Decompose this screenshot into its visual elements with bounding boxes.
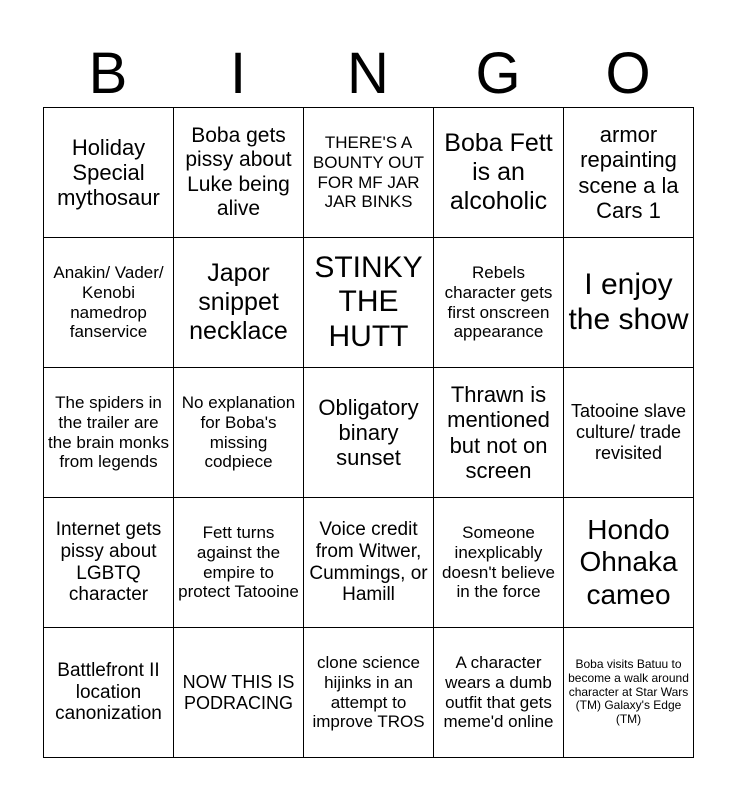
bingo-cell: Boba visits Batuu to become a walk around character at Star Wars (TM) Galaxy's Edge (TM) xyxy=(564,628,694,758)
header-letter-b: B xyxy=(88,41,128,106)
bingo-cell: No explanation for Boba's missing codpiece xyxy=(174,368,304,498)
bingo-cell: STINKY THE HUTT xyxy=(304,238,434,368)
header-letter-g: G xyxy=(475,41,521,106)
bingo-cell: Rebels character gets first onscreen appearance xyxy=(434,238,564,368)
bingo-cell: Someone inexplicably doesn't believe in the force xyxy=(434,498,564,628)
bingo-cell: I enjoy the show xyxy=(564,238,694,368)
bingo-cell: Battlefront II location canonization xyxy=(44,628,174,758)
bingo-row-5 xyxy=(44,628,694,758)
bingo-cell: armor repainting scene a la Cars 1 xyxy=(564,108,694,238)
bingo-cell: Boba Fett is an alcoholic xyxy=(434,108,564,238)
bingo-cell: Voice credit from Witwer, Cummings, or Hamill xyxy=(304,498,434,628)
bingo-row-3 xyxy=(44,368,694,498)
bingo-cell: Internet gets pissy about LGBTQ character xyxy=(44,498,174,628)
bingo-cell: clone science hijinks in an attempt to improve TROS xyxy=(304,628,434,758)
header-letter-o: O xyxy=(605,41,651,106)
bingo-cell: Fett turns against the empire to protect Tatooine xyxy=(174,498,304,628)
bingo-row-1 xyxy=(44,108,694,238)
header-letter-i: I xyxy=(229,41,247,106)
bingo-cell: The spiders in the trailer are the brain monks from legends xyxy=(44,368,174,498)
bingo-row-4 xyxy=(44,498,694,628)
bingo-cell: THERE'S A BOUNTY OUT FOR MF JAR JAR BINKS xyxy=(304,108,434,238)
bingo-cell: Holiday Special mythosaur xyxy=(44,108,174,238)
bingo-cell: Anakin/ Vader/ Kenobi namedrop fanservice xyxy=(44,238,174,368)
bingo-cell: Hondo Ohnaka cameo xyxy=(564,498,694,628)
bingo-cell: NOW THIS IS PODRACING xyxy=(174,628,304,758)
bingo-row-2 xyxy=(44,238,694,368)
header-letter-n: N xyxy=(347,41,389,106)
bingo-cell: A character wears a dumb outfit that gets meme'd online xyxy=(434,628,564,758)
bingo-cell: Thrawn is mentioned but not on screen xyxy=(434,368,564,498)
bingo-cell: Tatooine slave culture/ trade revisited xyxy=(564,368,694,498)
bingo-cell: Japor snippet necklace xyxy=(174,238,304,368)
bingo-header xyxy=(43,40,693,108)
bingo-cell: Obligatory binary sunset xyxy=(304,368,434,498)
bingo-grid xyxy=(43,107,694,758)
bingo-cell: Boba gets pissy about Luke being alive xyxy=(174,108,304,238)
